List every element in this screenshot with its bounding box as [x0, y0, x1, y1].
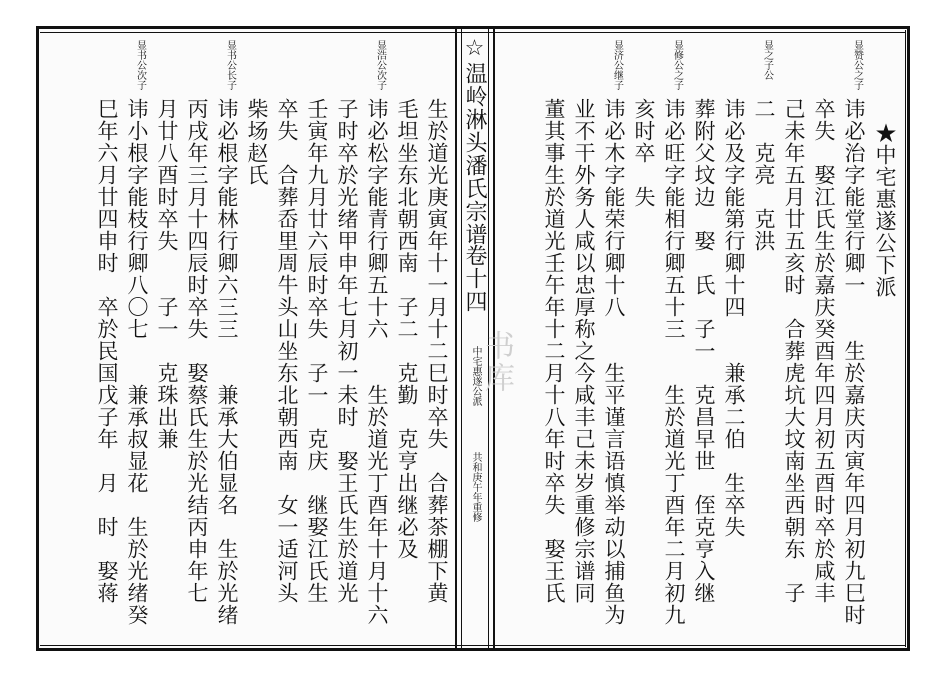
genealogy-column-text: 丙戌年三月十四辰时卒失 娶蔡氏生於光结丙申年七 — [185, 98, 209, 604]
genealogy-column-text: 子时卒於光绪甲申年七月初一未时 娶王氏生於道光 — [335, 98, 359, 604]
genealogy-column-text: 柴场赵氏 — [245, 98, 269, 186]
genealogy-column-note: 显赞公之子 — [851, 40, 863, 90]
spine-section: 中宅惠遂公派 — [470, 346, 481, 406]
spine-volume: 卷十四 — [462, 244, 487, 313]
genealogy-column-text: 卒失 合葬岙里周牛头山坐东北朝西南 女一适河头 — [275, 98, 299, 604]
genealogy-column-note: 显浩公次子 — [374, 40, 386, 90]
genealogy-column-text: 亥时卒 失 — [632, 98, 656, 208]
genealogy-column-text: 葬附父坟边 娶 氏 子一 克昌早世 侄克亨入继 — [692, 98, 716, 604]
genealogy-column-text: 巳年六月廿四申时 卒於民国戊子年 月 时 娶蒋 — [95, 98, 119, 604]
genealogy-column-text: 毛坦坐东北朝西南 子二 克勤 克亨出继必及 — [395, 98, 419, 560]
genealogy-column-text: 二 克亮 克洪 — [752, 98, 776, 252]
spine-title: 温岭淋头潘氏宗谱 — [462, 62, 487, 246]
genealogy-column-text: 卒失 娶江氏生於嘉庆癸酉年四月初五酉时卒於咸丰 — [812, 98, 836, 604]
bottom-inner-rule — [40, 645, 906, 646]
genealogy-column-text: 月廿八酉时卒失 子一 克珠出兼 — [155, 98, 179, 450]
genealogy-column-text: 讳必松字能青行卿五十六 生於道光丁酉年十月十六 — [365, 98, 389, 626]
genealogy-column-note: 显书公次子 — [134, 40, 146, 90]
right-page-outer-rule — [905, 30, 906, 647]
genealogy-column-text: 讳必木字能荣行卿十八 生平谨言语慎举动以捕鱼为 — [602, 98, 626, 626]
genealogy-column-note: 显修公之子 — [671, 40, 683, 90]
genealogy-column-text: 讳必根字能林行卿六三三 兼承大伯显名 生於光绪 — [215, 98, 239, 626]
genealogy-column-note: 显济公继子 — [611, 40, 623, 90]
genealogy-column-text: 业不干外务人咸以忠厚称之今咸丰己未岁重修宗谱同 — [572, 98, 596, 604]
top-inner-rule — [40, 32, 906, 33]
genealogy-column-text: 生於道光庚寅年十一月十二巳时卒失 合葬茶棚下黄 — [425, 98, 449, 604]
genealogy-column-text: 讳必及字能第行卿十四 兼承二伯 生卒失 — [722, 98, 746, 538]
genealogy-column-text: 讳小根字能枝行卿八〇七 兼承叔显花 生於光绪癸 — [125, 98, 149, 626]
genealogy-column-note: 显书公长子 — [224, 40, 236, 90]
spine-mark: ☆ — [462, 36, 487, 62]
genealogy-column-text: 讳必治字能堂行卿一 生於嘉庆丙寅年四月初九巳时 — [842, 98, 866, 626]
genealogy-column-text: 讳必旺字能相行卿五十三 生於道光丁酉年二月初九 — [662, 98, 686, 626]
spine-note: 共和庚午年重修 — [470, 452, 481, 522]
spine-rule-left — [455, 28, 457, 648]
genealogy-column-text: 董其事生於道光壬午年十二月十八年时卒失 娶王氏 — [542, 98, 566, 604]
genealogy-column-text: 己未年五月廿五亥时 合葬虎坑大坟南坐西朝东 子 — [782, 98, 806, 604]
genealogy-column-text: 壬寅年九月廿六辰时卒失 子一 克庆 继娶江氏生 — [305, 98, 329, 604]
right-page-heading: ★中宅惠遂公下派 — [873, 122, 897, 298]
watermark: 书库 — [479, 330, 514, 394]
genealogy-column-note: 显之子公 — [761, 40, 773, 80]
